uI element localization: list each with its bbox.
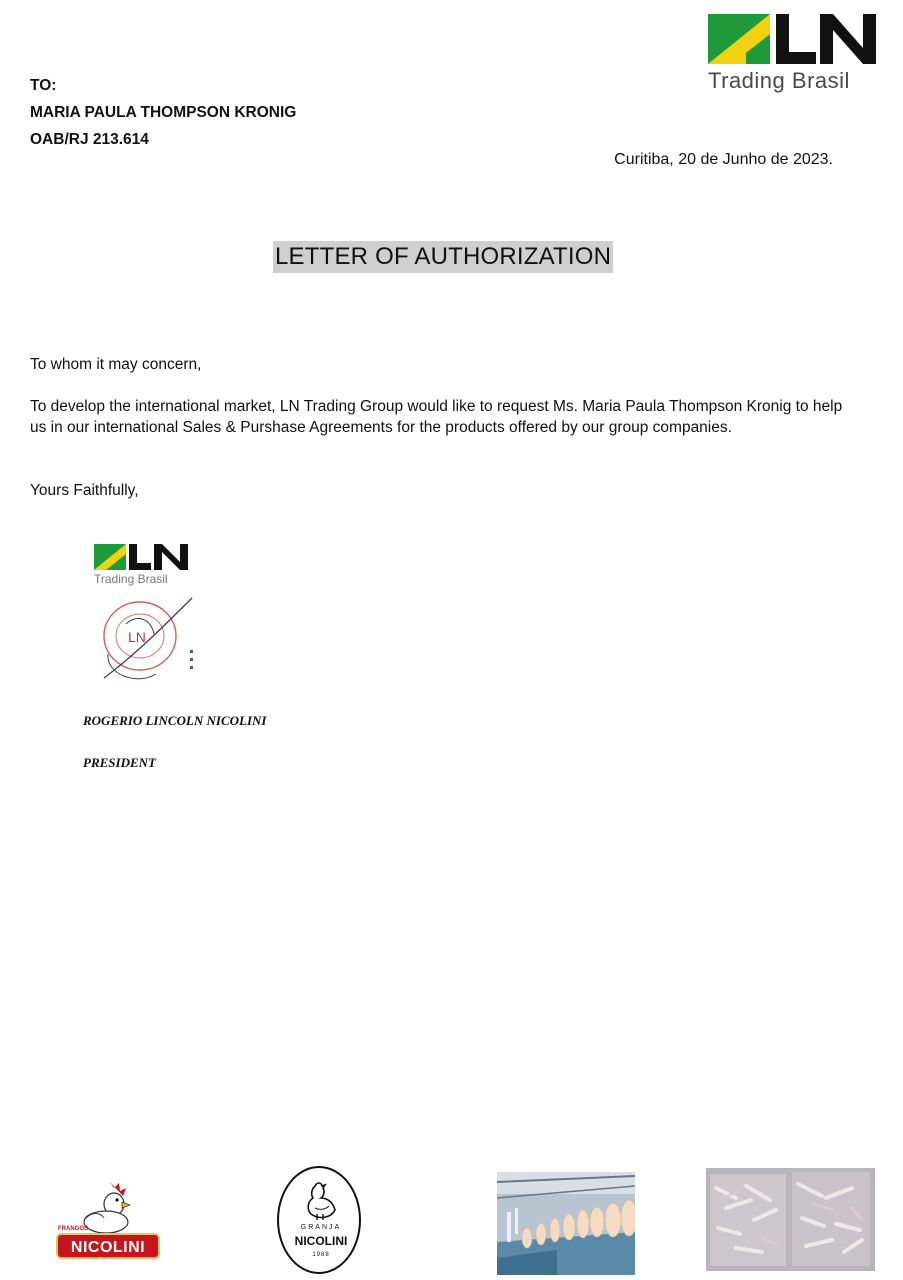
frozen-product-image-icon: [706, 1168, 875, 1271]
processing-line-photo: [497, 1172, 635, 1275]
frozen-product-photo: [706, 1168, 875, 1271]
ln-logo-mark-icon: [706, 12, 881, 68]
logo-tagline: Trading Brasil: [708, 68, 850, 93]
signature-block: [86, 536, 201, 686]
nicolini-label: NICOLINI: [56, 1233, 160, 1259]
granja-nicolini-logo: [277, 1166, 365, 1278]
granja-label: GRANJA: [300, 1224, 342, 1231]
body-paragraph: To develop the international market, LN Trading Group would like to request Ms. Maria Paula Thompson Kronig to help us in our international Sales & Purshase Agreements for the products offered by our group companies.: [30, 398, 843, 436]
recipient-name: MARIA PAULA THOMPSON KRONIG: [30, 104, 297, 121]
stamp-text: LN: [128, 629, 146, 645]
signature-logo-tagline: Trading Brasil: [94, 572, 168, 586]
company-logo: [706, 12, 881, 96]
company-stamp-icon: [96, 594, 196, 686]
signer-name: ROGERIO LINCOLN NICOLINI: [83, 713, 267, 728]
frangos-nicolini-logo: [50, 1178, 168, 1268]
title-highlight: [273, 241, 613, 273]
rooster-mascot-icon: [80, 1178, 140, 1236]
signer-title: PRESIDENT: [83, 755, 156, 770]
salutation: To whom it may concern,: [30, 356, 202, 373]
closing: Yours Faithfully,: [30, 482, 139, 499]
letter-title: LETTER OF AUTHORIZATION: [275, 243, 612, 270]
processing-line-image-icon: [497, 1172, 635, 1275]
ln-logo-small-icon: [86, 536, 196, 572]
date-line: Curitiba, 20 de Junho de 2023.: [614, 151, 833, 168]
to-label: TO:: [30, 77, 57, 94]
recipient-registration: OAB/RJ 213.614: [30, 131, 149, 148]
hen-icon: [301, 1180, 341, 1222]
granja-name: NICOLINI: [294, 1234, 348, 1248]
frangos-small-label: FRANGOS: [58, 1226, 88, 1232]
granja-year: 1988: [312, 1252, 330, 1258]
